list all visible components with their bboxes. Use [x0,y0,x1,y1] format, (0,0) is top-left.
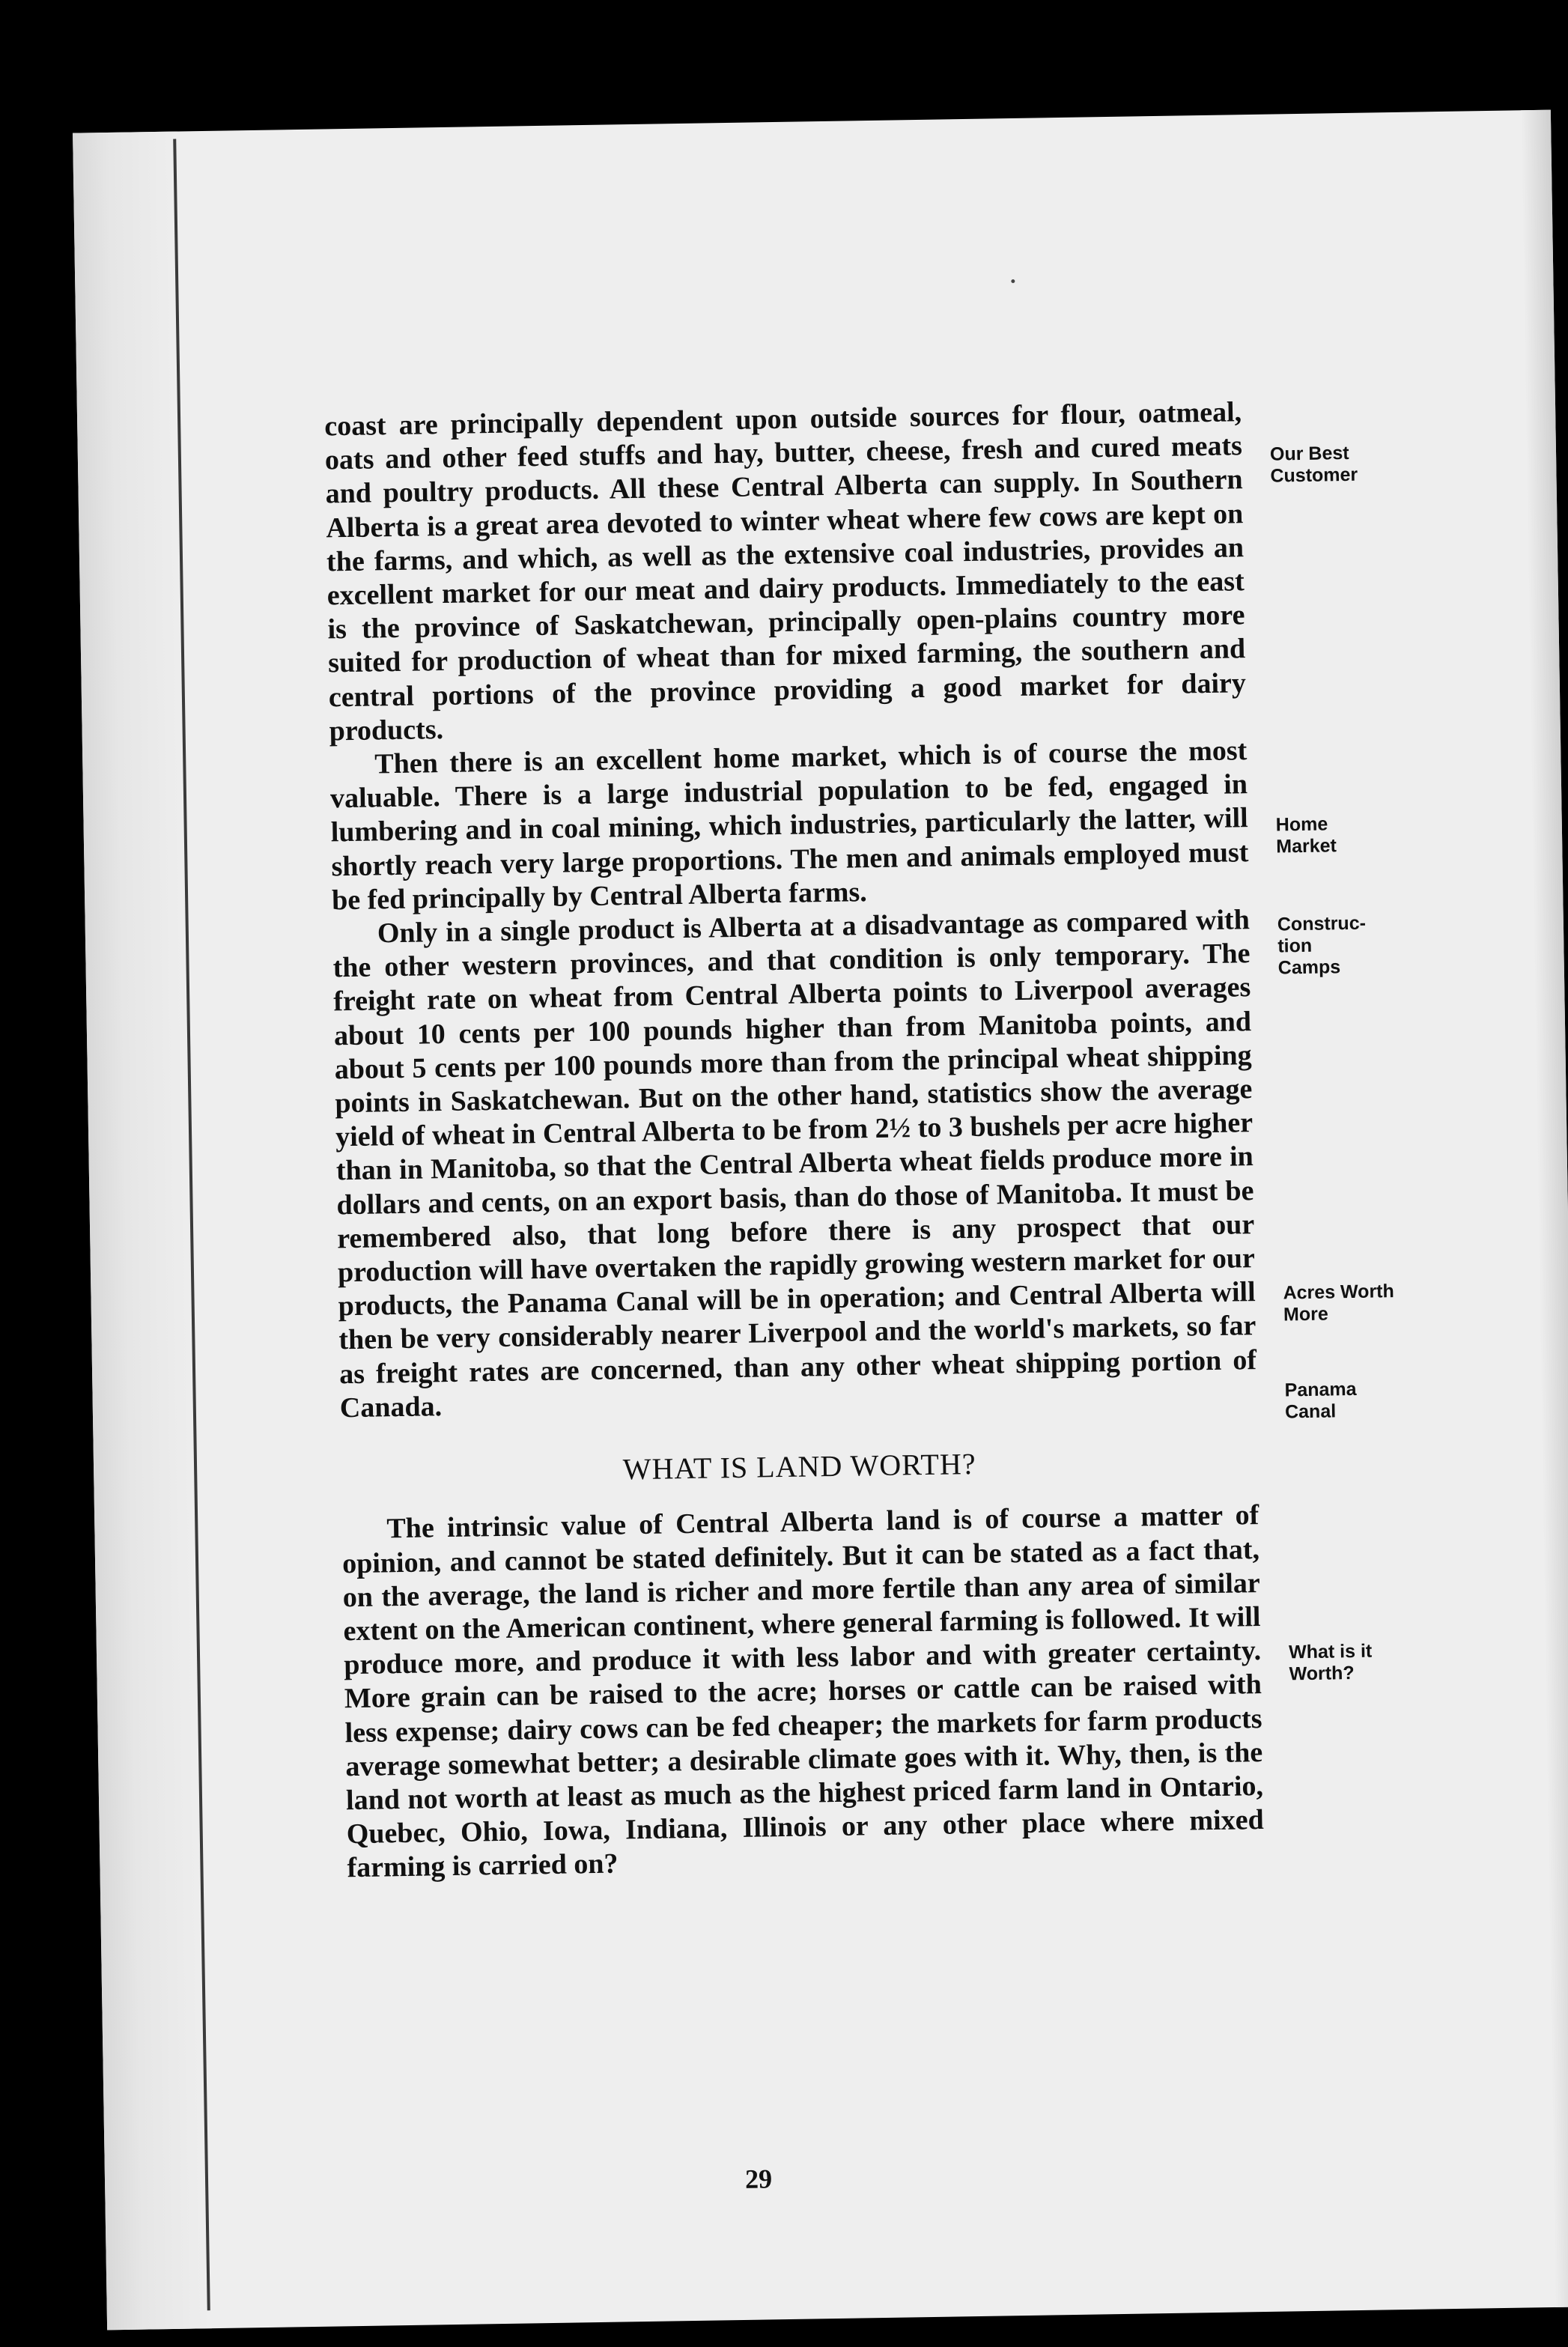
margin-note-line: Construc- [1277,912,1367,935]
margin-note-our-best-customer [1270,441,1435,487]
margin-notes [1265,112,1444,1685]
margin-note-acres-worth-more [1283,1280,1448,1326]
margin-note-line: Camps [1277,956,1341,979]
book-page [73,110,1568,2331]
margin-note-line: Market [1276,835,1337,857]
margin-note-line: Worth? [1289,1663,1355,1685]
page-edge-shadow [1521,110,1568,2307]
main-text-column [324,395,1265,1886]
margin-note-line: What is it [1288,1640,1373,1663]
paragraph-coast: coast are principally dependent upon outside sources for flour, oatmeal, oats and other feed stuffs and hay, butter, cheese, fresh and cured meats and poultry products. All these Central Alberta can supply. In Southern Alberta is a great area devoted to winter wheat where few cows are kept on the farms, and which, as well as the extensive coal industries, provides an excellent market for our meat and dairy products. Immediately to the east is the province of Saskatchewan, principally open-plains country more suited for production of wheat than for mixed farming, the southern and central portions of the province providing a good market for dairy products. [323,396,1247,747]
paragraph-home-market: Then there is an excellent home market, which is of course the most valuable. There is a large industrial population to be fed, engaged in lumbering and in coal mining, which industries, particularly the latter, will shortly reach very large proportions. The men and animals employed must be fed principally by Central Alberta farms. [329,735,1249,917]
margin-note-line: Panama [1284,1378,1357,1401]
paragraph-land-worth: The intrinsic value of Central Alberta land is of course a matter of opinion, and cannot be stated definitely. But it can be stated as a fact that, on the average, the land is richer and more fertile than any area of similar extent on the American continent, where general farming is followed. It will produce more, and produce it with less labor and with greater certainty. More grain can be raised to the acre; horses or cattle can be raised with less expense; dairy cows can be fed cheaper; the markets for farm products average somewhat better; a desirable climate goes with it. Why, then, is the land not worth at least as much as the highest priced farm land in Ontario, Quebec, Ohio, Iowa, Indiana, Illinois or any other place where mixed farming is carried on? [341,1499,1264,1884]
margin-note-line: Acres Worth [1283,1281,1394,1304]
margin-note-line: Our Best [1269,442,1349,465]
margin-note-panama-canal [1284,1377,1450,1423]
margin-note-construction-camps [1277,911,1443,979]
page-number: 29 [744,2164,773,2194]
margin-note-home-market [1276,812,1441,857]
margin-note-line: Customer [1270,464,1358,487]
margin-note-line: Home [1275,813,1328,836]
margin-note-line: Canal [1284,1400,1337,1423]
margin-note-what-is-it-worth [1289,1639,1454,1685]
dust-speck [1011,279,1015,283]
section-heading: WHAT IS LAND WORTH? [622,1447,976,1487]
margin-note-line: More [1283,1303,1329,1326]
margin-note-line: tion [1277,935,1313,957]
paragraph-disadvantage: Only in a single product is Alberta at a disadvantage as compared with the other western provinces, and that condition is only temporary. The freight rate on wheat from Central Alberta points to Liverpool averages about 10 cents per 100 pounds higher than from Manitoba points, and about 5 cents per 100 pounds more than from the principal wheat shipping points in Saskatchewan. But on the other hand, statistics show the average yield of wheat in Central Alberta to be from 2½ to 3 bushels per acre higher than in Manitoba, so that the Central Alberta wheat fields produce more in dollars and cents, on an export basis, than do those of Manitoba. It must be remembered also, that long before there is any prospect that our production will have overtaken the rapidly growing western market for our products, the Panama Canal will be in operation; and Central Alberta will then be very considerably nearer Liverpool and the world's markets, so far as freight rates are concerned, than any other wheat shipping portion of Canada. [332,904,1257,1424]
